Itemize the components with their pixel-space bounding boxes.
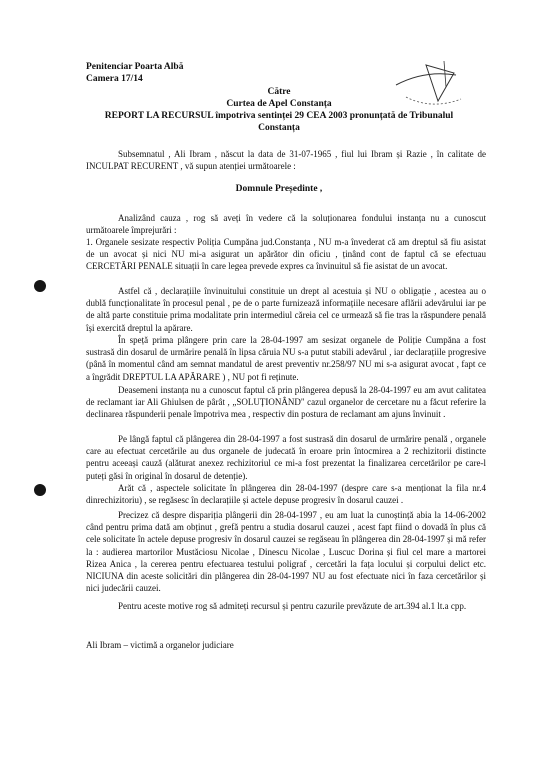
document-title: REPORT LA RECURSUL împotriva sentinței 29 CEA 2003 pronunțată de Tribunalul — [104, 111, 454, 121]
paragraph-8: Precizez că despre dispariția plângerii din 28-04-1997 , eu am luat la cunoștință abia la 14-06-2002 când pentru prima dată am obținut , grefă pentru a studia dosarul cauzei , acest fapt fiind o dovadă în plus că cele solicitate în actele depuse progresiv în dosarul cauzei se regăseau în plângerea din 28-04-1997 și mă refer la : audierea martorilor Mustăciosu Nicolae , Dinescu Nicolae , Luscuc Dorina și fiul cel mare a martorei Rizea Anica , la cererea pentru efectuarea testului poligraf , cercetări la fața locului și corpului delict etc. NICIUNA din aceste solicitări din plângerea din 28-04-1997 NU au fost efectuate nici în faza cercetărilor și nici judecării cauzei. — [86, 510, 486, 594]
paragraph-6: Pe lângă faptul că plângerea din 28-04-1997 a fost sustrasă din dosarul de urmărire penală , organele care au efectuat cercetările au dus organele de judecată în eroare prin întocmirea a 2 rechizitorii distincte pentru aceeași cauză (alăturat anexez rechizitoriul ce mi-a fost prezentat la finalizarea cercetărilor pe care-l puteți găsi în original în dosarul de detenție). — [86, 434, 486, 481]
addressee-catre: Către — [267, 87, 291, 97]
cell-number: Camera 17/14 — [86, 74, 143, 84]
paragraph-4: În speță prima plângere prin care la 28-04-1997 am sesizat organele de Poliție Cumpăna a fost sustrasă din dosarul de urmărire penală în lipsa căruia NU s-a putut stabili adevărul , iar declarațiile progresive (până în momentul când am semnat mandatul de arest preventiv nr.258/97 NU mi s-a asigurat avocat , fapt ce a îngrădit DREPTUL LA APĂRARE ) , NU pot fi reținute. — [86, 335, 486, 382]
paragraph-9: Pentru aceste motive rog să admiteți recursul și pentru cazurile prevăzute de art.394 al.1 lt.a cpp. — [118, 601, 467, 611]
paragraph-7: Arăt că , aspectele solicitate în plângerea din 28-04-1997 (despre care s-a menționat la fila nr.4 dinrechizitoriu) , se regăsesc în declarațiile și actele depuse progresiv în dosarul cauzei . — [86, 483, 486, 506]
paragraph-1: Analizând cauza , rog să aveți în vedere că la soluționarea fondului instanța nu a cunoscut următoarele împrejurări : — [86, 213, 486, 236]
punch-hole — [34, 484, 46, 496]
signature-line: Ali Ibram – victimă a organelor judiciare — [86, 640, 234, 650]
punch-hole — [34, 280, 46, 292]
paragraph-3: Astfel că , declarațiile învinuitului constituie un drept al acestuia și NU o obligație , acestea au o dublă funcționalitate în procesul penal , pe de o parte furnizează informațiile necesare aflării adevărului iar pe de altă parte constituie prima modalitate prin intermediul căreia cel ce urmează să fie tras la răspundere penală își exercită dreptul la apărare. — [86, 286, 486, 333]
paragraph-2: 1. Organele sesizate respectiv Poliția Cumpăna jud.Constanța , NU m-a învederat că am dreptul să fiu asistat de un avocat și nici NU mi-a asigurat un apărător din oficiu , ținând cont de faptul că se efectuau CERCETĂRI PENALE situații în care legea prevede expres ca învinuitul să fie asistat de un avocat. — [86, 237, 486, 272]
paragraph-5: Deasemeni instanța nu a cunoscut faptul că prin plângerea depusă la 28-04-1997 eu am avut calitatea de reclamant iar Ali Ghiulsen de pârât , „SOLUȚIONÂND" cazul organelor de cercetare nu a făcut referire la declinarea răspunderii penale împotriva mea , respectiv din postura de reclamant am ajuns învinuit . — [86, 385, 486, 420]
institution-name: Penitenciar Poarta Albă — [86, 62, 184, 72]
document-title-line2: Constanța — [258, 123, 300, 133]
addressee-court: Curtea de Apel Constanța — [226, 99, 332, 109]
salutation: Domnule Președinte , — [235, 184, 323, 194]
intro-paragraph: Subsemnatul , Ali Ibram , născut la data de 31-07-1965 , fiul lui Ibram și Razie , în calitate de INCULPAT RECURENT , vă supun atenției următoarele : — [86, 149, 486, 172]
sender-header — [86, 61, 183, 85]
